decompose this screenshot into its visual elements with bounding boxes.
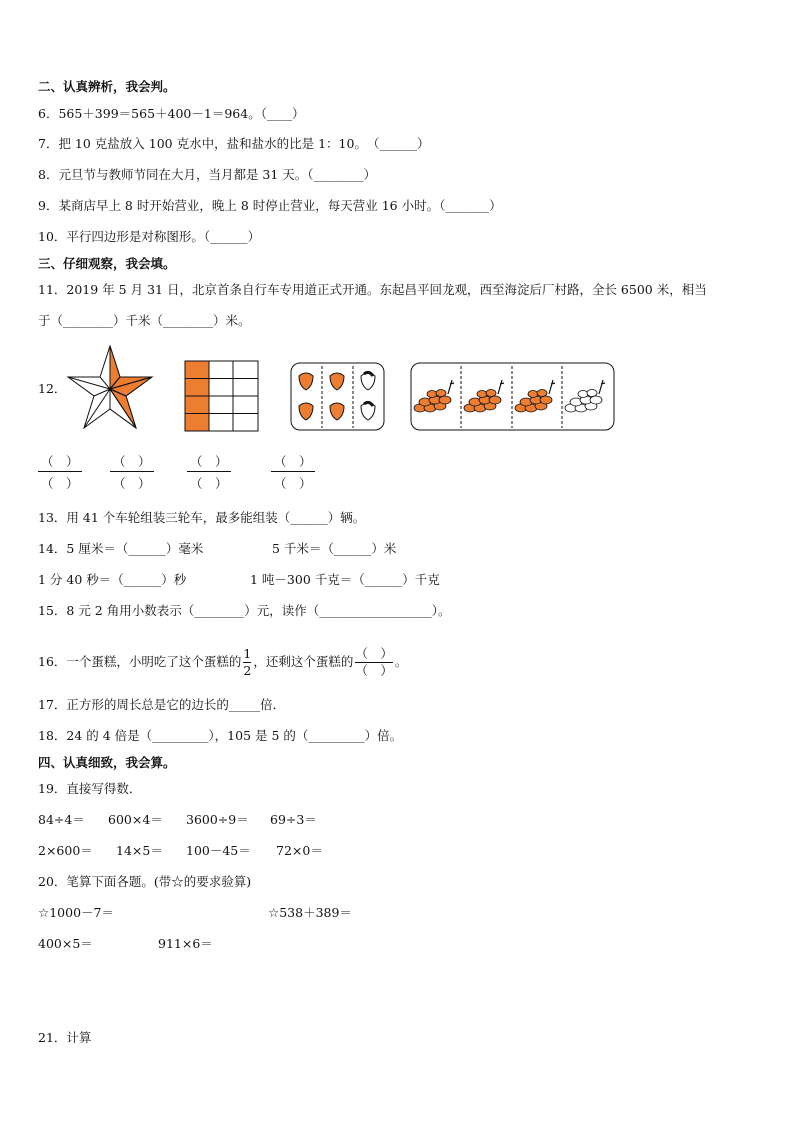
fraction-blank-4[interactable]: （ ） （ ） xyxy=(271,452,315,492)
calc-item: 3600÷9＝ xyxy=(186,812,249,827)
question-9: 9．某商店早上 8 时开始营业，晚上 8 时停止营业，每天营业 16 小时。（_______） xyxy=(38,198,502,213)
question-12-number: 12． xyxy=(38,381,67,396)
question-15: 15．8 元 2 角用小数表示（________）元，读作（__________________）。 xyxy=(38,603,451,618)
written-calc-item: 911×6＝ xyxy=(158,936,213,951)
grid-figure xyxy=(184,360,260,432)
calc-item: 69÷3＝ xyxy=(270,812,317,827)
star-figure xyxy=(66,344,154,432)
fraction-blank-3[interactable]: （ ） （ ） xyxy=(187,452,231,492)
fraction-blank-2[interactable]: （ ） （ ） xyxy=(110,452,154,492)
section-heading-3: 三、仔细观察，我会填。 xyxy=(38,256,176,271)
calc-item: 600×4＝ xyxy=(108,812,163,827)
grapes-box-figure xyxy=(410,362,616,432)
seeds-box-figure xyxy=(290,362,386,432)
question-10: 10．平行四边形是对称图形。（______） xyxy=(38,229,261,244)
question-14a: 14．5 厘米＝（______）毫米 xyxy=(38,541,204,556)
half-fraction: $\frac{1}{2}$ xyxy=(243,646,252,678)
question-19: 19．直接写得数． xyxy=(38,781,142,796)
question-20: 20．笔算下面各题。(带☆的要求验算) xyxy=(38,874,252,889)
calc-item: 72×0＝ xyxy=(276,843,323,858)
question-13: 13．用 41 个车轮组装三轮车，最多能组装（______）辆。 xyxy=(38,510,366,525)
question-7: 7．把 10 克盐放入 100 克水中，盐和盐水的比是 1：10。 （______） xyxy=(38,136,430,151)
fraction-blank-1[interactable]: （ ） （ ） xyxy=(38,452,82,492)
question-14b: 5 千米＝（______）米 xyxy=(272,541,397,556)
question-14d: 1 吨－300 千克＝（______）千克 xyxy=(250,572,440,587)
section-heading-2: 二、认真辨析，我会判。 xyxy=(38,79,176,94)
calc-item: 2×600＝ xyxy=(38,843,93,858)
calc-item: 84÷4＝ xyxy=(38,812,85,827)
question-17: 17．正方形的周长总是它的边长的_____倍． xyxy=(38,697,286,712)
written-calc-item: 400×5＝ xyxy=(38,936,93,951)
calc-item: 100－45＝ xyxy=(186,843,251,858)
question-21: 21．计算 xyxy=(38,1030,92,1045)
question-6: 6．565＋399＝565＋400－1＝964。（____） xyxy=(38,106,305,121)
remaining-fraction-blank[interactable]: （ ） （ ） xyxy=(355,646,393,678)
question-14c: 1 分 40 秒＝（______）秒 xyxy=(38,572,187,587)
written-calc-item: ☆1000－7＝ xyxy=(38,905,114,920)
calc-item: 14×5＝ xyxy=(116,843,163,858)
written-calc-item: ☆538＋389＝ xyxy=(268,905,352,920)
question-8: 8．元旦节与教师节同在大月，当月都是 31 天。（________） xyxy=(38,167,377,182)
question-18: 18．24 的 4 倍是（_________），105 是 5 的（_________）倍。 xyxy=(38,728,403,743)
question-11-line2: 于（________）千米（________）米。 xyxy=(38,313,251,328)
section-heading-4: 四、认真细致，我会算。 xyxy=(38,755,176,770)
question-11-line1: 11．2019 年 5 月 31 日，北京首条自行车专用道正式开通。东起昌平回龙观，西至海淀后厂村路，全长 6500 米，相当 xyxy=(38,282,707,297)
question-16: 16．一个蛋糕，小明吃了这个蛋糕的 $\frac{1}{2}$ ，还剩这个蛋糕的 （ ） （ ） 。 xyxy=(38,646,408,678)
